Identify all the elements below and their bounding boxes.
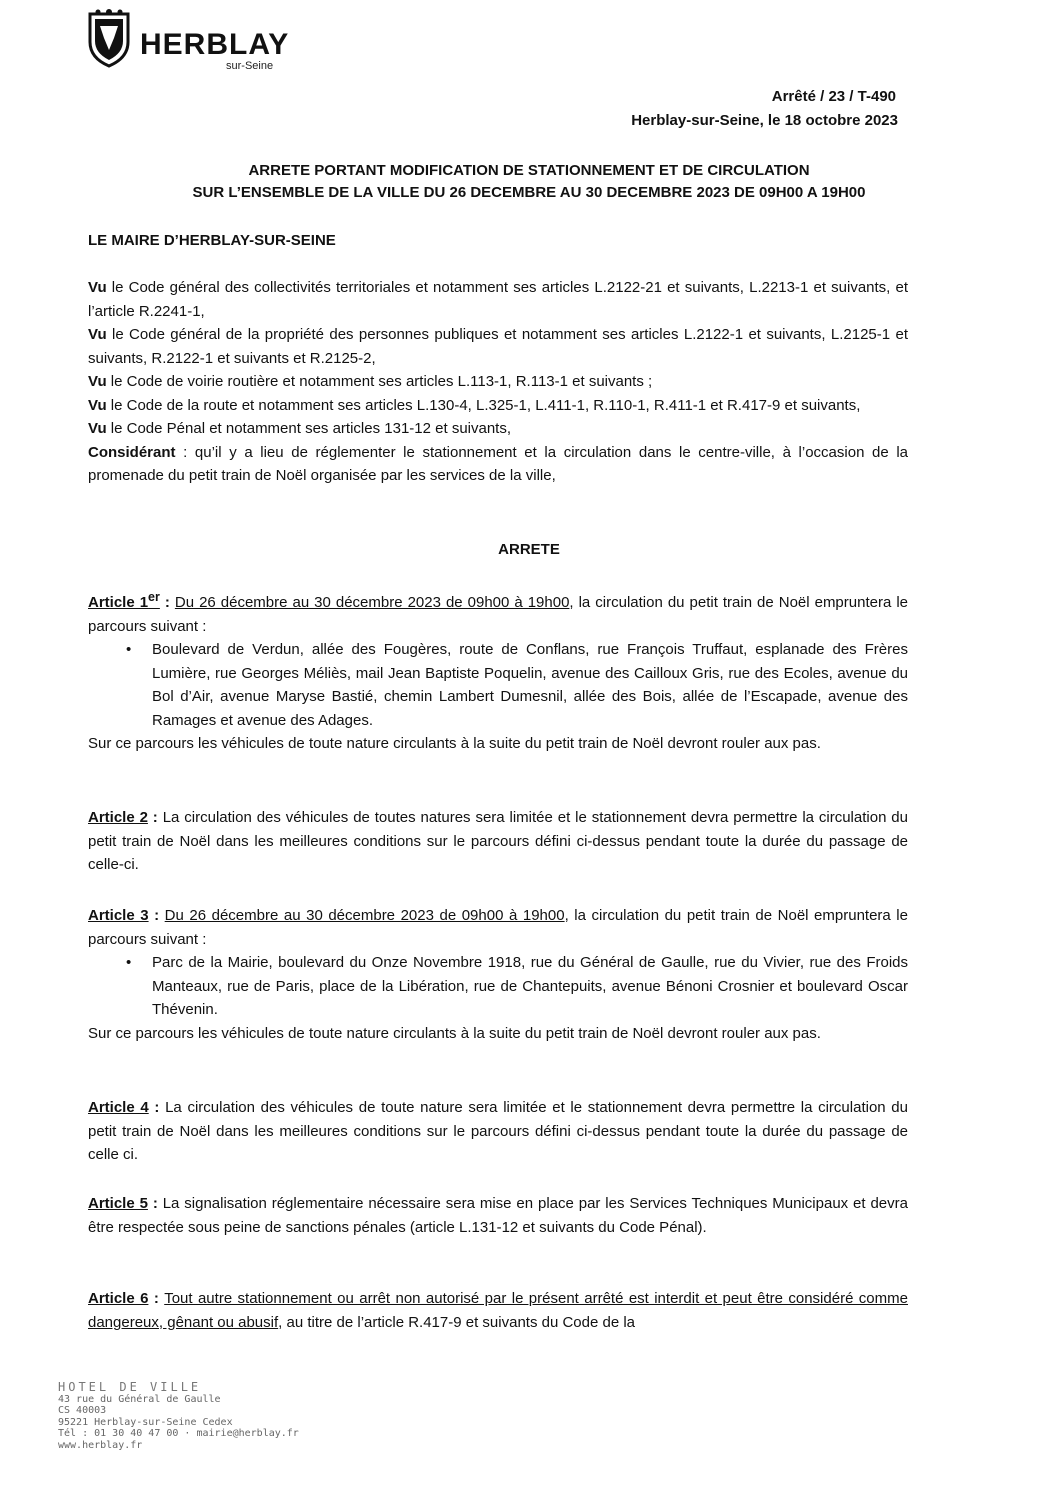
visa-paragraph — [88, 276, 908, 323]
article-5 — [88, 1192, 908, 1239]
article-3-text: , la circulation du petit train de Noël empruntera le parcours suivant : — [88, 907, 908, 948]
article-3-dates: Du 26 décembre au 30 décembre 2023 de 09h00 à 19h00 — [164, 907, 565, 924]
visa-keyword: Vu — [88, 279, 107, 296]
considerant-keyword: Considérant — [88, 443, 176, 461]
article-2-text — [88, 806, 908, 877]
article-separator: : — [148, 1290, 165, 1307]
city-logo — [86, 8, 326, 72]
article-3-route-list — [88, 951, 908, 1022]
article-5-text — [88, 1192, 908, 1239]
footer-city: 95221 Herblay-sur-Seine Cedex — [58, 1416, 233, 1428]
town-hall-footer — [58, 1382, 299, 1451]
article-4-body: La circulation des véhicules de toute nature sera limitée et le stationnement devra permettre la circulation du petit train de Noël dans les meilleures conditions sur le parcours défini ci-dessus pendant toute la durée du passage de celle ci. — [88, 1099, 908, 1163]
decree-title — [0, 160, 1058, 204]
visa-text: le Code Pénal et notamment ses articles 131-12 et suivants, — [106, 420, 512, 437]
place-and-date: Herblay-sur-Seine, le 18 octobre 2023 — [631, 112, 898, 129]
visa-keyword: Vu — [88, 326, 107, 343]
article-1-after: Sur ce parcours les véhicules de toute nature circulants à la suite du petit train de Noël devront rouler aux pas. — [88, 735, 821, 752]
article-2-label: Article 2 — [88, 809, 148, 826]
visa-paragraph — [88, 394, 908, 418]
visa-text: le Code de voirie routière et notamment ses articles L.113-1, R.113-1 et suivants ; — [106, 373, 653, 390]
article-6-underlined: Tout autre stationnement ou arrêt non autorisé par le présent arrêté est interdit et peut être considéré comme dangereux, gênant ou abusif — [88, 1290, 908, 1331]
visa-paragraph — [88, 417, 908, 441]
article-6-label: Article 6 — [88, 1290, 149, 1307]
article-3-label: Article 3 — [88, 907, 149, 924]
article-1-route-list — [88, 638, 908, 732]
article-3-intro — [88, 904, 908, 951]
decree-title-line-2: SUR L’ENSEMBLE DE LA VILLE DU 26 DECEMBRE AU 30 DECEMBRE 2023 DE 09H00 A 19H00 — [192, 184, 866, 201]
visa-text: le Code général de la propriété des personnes publiques et notamment ses articles L.2122-1 et suivants, L.2125-1 et suivants, R.2122-1 et suivants et R.2125-2, — [88, 326, 908, 367]
visa-keyword: Vu — [88, 420, 107, 437]
footer-contact: Tél : 01 30 40 47 00 · mairie@herblay.fr — [58, 1428, 299, 1439]
decree-reference: Arrêté / 23 / T-490 — [771, 88, 896, 105]
article-3-route: • Parc de la Mairie, boulevard du Onze Novembre 1918, rue du Général de Gaulle, rue du Vivier, rue des Froids Manteaux, rue de Paris, place de la Libération, rue de Chantepuits, avenue Bénoni Crosnier et boulevard Oscar Thévenin. — [126, 951, 908, 1022]
article-1-label — [88, 590, 160, 611]
footer-cs: CS 40003 — [58, 1405, 107, 1416]
article-separator: : — [147, 809, 163, 826]
article-3 — [88, 904, 908, 1045]
footer-website: www.herblay.fr — [58, 1439, 143, 1451]
article-6 — [88, 1287, 908, 1334]
article-4-label: Article 4 — [88, 1099, 149, 1116]
visa-paragraph — [88, 323, 908, 370]
considerant-text: : qu’il y a lieu de réglementer le stationnement et la circulation dans le centre-ville, à l’occasion de la promenade du petit train de Noël organisée par les services de la ville, — [88, 443, 908, 484]
article-6-text — [88, 1287, 908, 1334]
footer-title: HOTEL DE VILLE — [58, 1380, 202, 1394]
article-separator: : — [147, 1195, 163, 1212]
article-1-text: , la circulation du petit train de Noël empruntera le parcours suivant : — [88, 594, 908, 635]
mayor-heading: LE MAIRE D’HERBLAY-SUR-SEINE — [88, 232, 336, 249]
article-4-text — [88, 1096, 908, 1167]
logo-name: HERBLAY — [140, 28, 290, 61]
article-4 — [88, 1096, 908, 1167]
article-1-intro — [88, 586, 908, 638]
decree-title-line-1: ARRETE PORTANT MODIFICATION DE STATIONNEMENT ET DE CIRCULATION — [248, 162, 810, 179]
article-1-dates: Du 26 décembre au 30 décembre 2023 de 09h00 à 19h00 — [174, 594, 570, 611]
article-separator: : — [148, 907, 165, 924]
article-3-after: Sur ce parcours les véhicules de toute nature circulants à la suite du petit train de Noël devront rouler aux pas. — [88, 1024, 821, 1042]
article-2 — [88, 806, 908, 877]
visa-paragraph — [88, 370, 908, 394]
visa-keyword: Vu — [88, 396, 107, 414]
logo-subtitle: sur-Seine — [226, 60, 274, 72]
article-6-body: , au titre de l’article R.417-9 et suivants du Code de la — [278, 1313, 636, 1331]
article-5-body: La signalisation réglementaire nécessaire sera mise en place par les Services Techniques Municipaux et devra être respectée sous peine de sanctions pénales (article L.131-12 et suivants du Code Pénal). — [88, 1195, 908, 1236]
article-1-route: • Boulevard de Verdun, allée des Fougères, route de Conflans, rue François Truffaut, esplanade des Frères Lumière, rue Georges Méliès, mail Jean Baptiste Poquelin, avenue des Cailloux Gris, rue des Ecoles, avenue du Bol d’Air, avenue Maryse Bastié, chemin Lambert Dumesnil, allée des Bois, allée de l’Escapade, avenue des Ramages et avenue des Adages. — [126, 638, 908, 732]
visas-block — [88, 276, 908, 488]
article-separator: : — [148, 1099, 166, 1116]
visa-text: le Code général des collectivités territoriales et notamment ses articles L.2122-21 et suivants, L.2213-1 et suivants, et l’article R.2241-1, — [88, 279, 908, 320]
footer-address: 43 rue du Général de Gaulle — [58, 1393, 221, 1405]
visa-text: le Code de la route et notamment ses articles L.130-4, L.325-1, L.411-1, R.110-1, R.411-1 et R.417-9 et suivants, — [106, 396, 861, 414]
article-label-sup: er — [148, 590, 160, 604]
considerant-paragraph — [88, 441, 908, 488]
article-5-label: Article 5 — [88, 1195, 148, 1212]
article-2-body: La circulation des véhicules de toutes natures sera limitée et le stationnement devra permettre la circulation du petit train de Noël dans les meilleures conditions sur le parcours défini ci-dessus pendant toute la durée du passage de celle-ci. — [88, 809, 908, 873]
visa-keyword: Vu — [88, 373, 107, 390]
article-label-text: Article 1 — [88, 594, 149, 611]
arrete-heading: ARRETE — [498, 541, 560, 558]
article-separator: : — [159, 594, 175, 611]
article-1 — [88, 586, 908, 756]
city-crest-icon — [86, 8, 132, 68]
